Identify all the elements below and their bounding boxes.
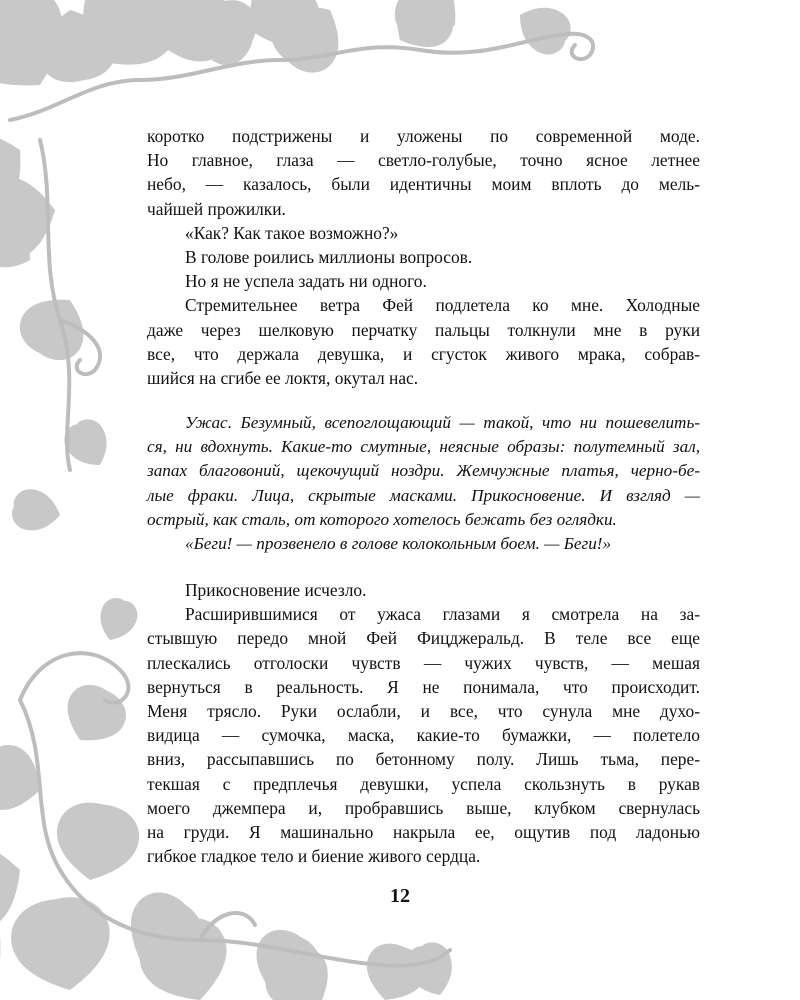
text-line: запах благовоний, щекочущий ноздри. Жемчужные платья, черно-бе- bbox=[147, 461, 700, 481]
text-line: гибкое гладкое тело и биение живого сердца. bbox=[147, 846, 481, 867]
text-line: текшая с предплечья девушки, успела скользнуть в рукав bbox=[147, 773, 700, 794]
text-line: даже через шелковую перчатку пальцы толкнули мне в руки bbox=[147, 319, 700, 340]
text-line: лые фраки. Лица, скрытые масками. Прикосновение. И взгляд — bbox=[147, 485, 700, 505]
text-line: небо, — казалось, были идентичны моим вплоть до мель- bbox=[147, 174, 700, 195]
page-number: 12 bbox=[390, 885, 410, 907]
text-line: Стремительнее ветра Фей подлетела ко мне. Холодные bbox=[185, 295, 700, 316]
text-line: вернуться в реальность. Я не понимала, что происходит. bbox=[147, 676, 700, 697]
text-line: «Как? Как такое возможно?» bbox=[185, 222, 399, 243]
text-line: все, что держала девушка, и сгусток живого мрака, собрав- bbox=[147, 343, 700, 364]
text-line: острый, как сталь, от которого хотелось бежать без оглядки. bbox=[147, 509, 617, 529]
italic-vision-block bbox=[147, 411, 700, 556]
text-block-1 bbox=[147, 124, 700, 390]
text-line: чайшей прожилки. bbox=[147, 198, 286, 219]
text-line: шийся на сгибе ее локтя, окутал нас. bbox=[147, 368, 419, 389]
text-line: Прикосновение исчезло. bbox=[185, 580, 367, 600]
text-line: В голове роились миллионы вопросов. bbox=[185, 247, 473, 268]
text-line: Но я не успела задать ни одного. bbox=[185, 271, 427, 292]
text-line: на груди. Я машинально накрыла ее, ощутив под ладонью bbox=[147, 822, 700, 843]
text-line: Ужас. Безумный, всепоглощающий — такой, что ни пошевелить- bbox=[185, 413, 700, 432]
text-line: моего джемпера и, пробравшись выше, клубком свернулась bbox=[147, 797, 700, 818]
text-line: коротко подстрижены и уложены по современной моде. bbox=[147, 126, 700, 146]
text-line: Расширившимися от ужаса глазами я смотрела на за- bbox=[185, 604, 700, 625]
text-line: стывшую передо мной Фей Фицджеральд. В теле все еще bbox=[147, 628, 700, 649]
text-line: вниз, рассыпавшись по бетонному полу. Лишь тьма, пере- bbox=[147, 749, 700, 770]
text-line: «Беги! — прозвенело в голове колокольным боем. — Беги!» bbox=[185, 534, 612, 554]
text-line: ся, ни вдохнуть. Какие-то смутные, неясные образы: полутемный зал, bbox=[147, 437, 700, 457]
text-line: Меня трясло. Руки ослабли, и все, что сунула мне духо- bbox=[147, 701, 700, 722]
text-block-3 bbox=[147, 578, 700, 868]
text-line: Но главное, глаза — светло-голубые, точно ясное летнее bbox=[147, 150, 700, 171]
text-line: видица — сумочка, маска, какие-то бумажки, — полетело bbox=[147, 725, 700, 746]
text-line: плескались отголоски чувств — чужих чувств, — мешая bbox=[147, 652, 700, 673]
